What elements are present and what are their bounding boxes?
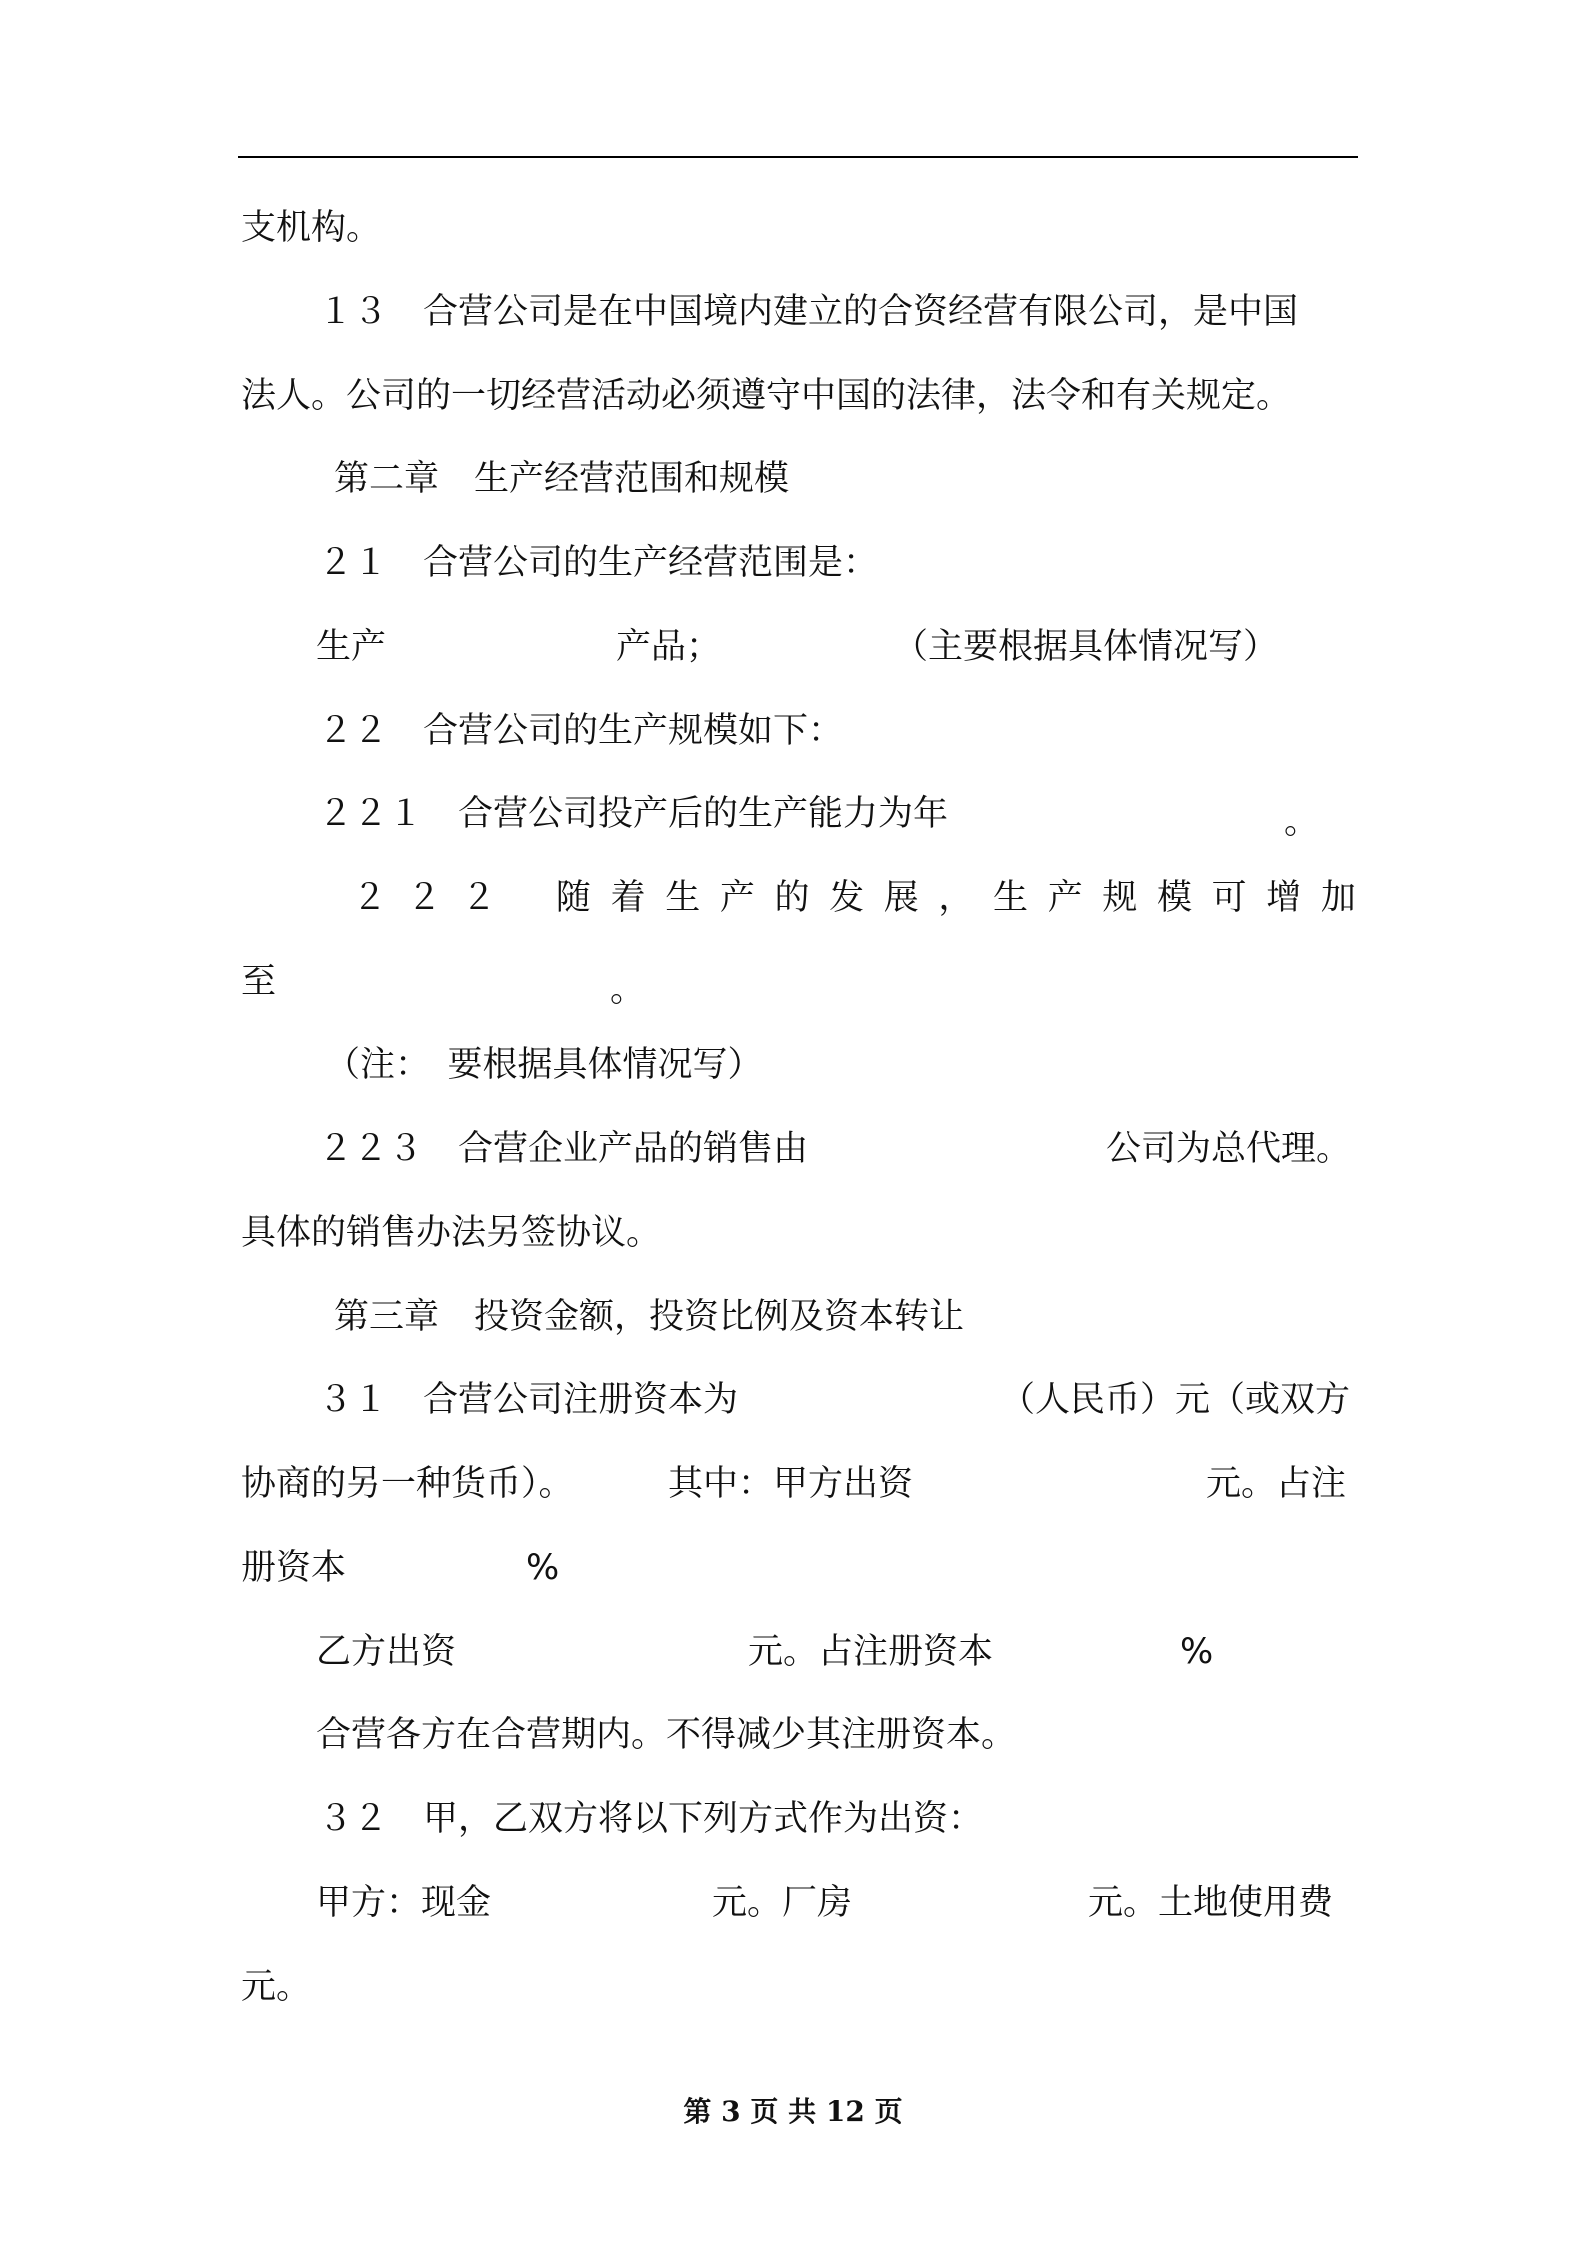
char: ， [938, 878, 974, 918]
char: 着 [610, 878, 646, 918]
char: ２ [461, 878, 497, 918]
text-line: 产品； [616, 627, 722, 667]
char: 生 [665, 878, 701, 918]
text-line: 。 [1284, 802, 1320, 842]
char: 增 [1266, 878, 1302, 918]
text-line: ２１ 合营公司的生产经营范围是： [318, 543, 879, 583]
text-line: 元。占注册资本 [748, 1632, 994, 1672]
char: 模 [1156, 878, 1192, 918]
text-line: 元。土地使用费 [1088, 1883, 1334, 1923]
text-line: 具体的销售办法另签协议。 [241, 1213, 662, 1253]
text-line: 。 [610, 970, 646, 1010]
char: 发 [829, 878, 865, 918]
text-line: （主要根据具体情况写） [893, 627, 1279, 667]
text-line: １３ 合营公司是在中国境内建立的合资经营有限公司，是中国 [318, 292, 1299, 332]
text-line: 至 [241, 962, 277, 1002]
text-line: 册资本 [241, 1548, 347, 1588]
text-line: 甲方：现金 [316, 1883, 492, 1923]
text-line: 元。占注 [1206, 1464, 1347, 1504]
page-number: 第 3 页 共 12 页 [683, 2095, 903, 2128]
char: 产 [719, 878, 755, 918]
text-line-justified [352, 876, 1356, 920]
char: 随 [555, 878, 591, 918]
text-line: （注： 要根据具体情况写） [325, 1045, 763, 1085]
text-line: 元。 [241, 1967, 312, 2007]
text-line: ３１ 合营公司注册资本为 [318, 1380, 739, 1420]
char: 加 [1320, 878, 1356, 918]
char: 规 [1102, 878, 1138, 918]
text-line: 协商的另一种货币）。 [241, 1464, 574, 1504]
text-line: % [1180, 1632, 1214, 1672]
text-line: 元。厂房 [712, 1883, 853, 1923]
text-line: 支机构。 [241, 208, 382, 248]
chapter-heading: 第二章 生产经营范围和规模 [334, 459, 790, 499]
text-line: 合营各方在合营期内。不得减少其注册资本。 [316, 1715, 1017, 1755]
text-line: ２２１ 合营公司投产后的生产能力为年 [318, 794, 949, 834]
text-line: ２２ 合营公司的生产规模如下： [318, 711, 844, 751]
text-line: ２２３ 合营企业产品的销售由 [318, 1129, 809, 1169]
chapter-heading: 第三章 投资金额，投资比例及资本转让 [334, 1297, 965, 1337]
char: 可 [1211, 878, 1247, 918]
text-line: （人民币）元（或双方 [1000, 1380, 1351, 1420]
text-line: 乙方出资 [316, 1632, 457, 1672]
char: ２ [352, 878, 388, 918]
char: 的 [774, 878, 810, 918]
char: 生 [993, 878, 1029, 918]
char: 产 [1047, 878, 1083, 918]
text-line: 其中：甲方出资 [668, 1464, 914, 1504]
text-line: 生产 [316, 627, 387, 667]
text-line: 法人。公司的一切经营活动必须遵守中国的法律，法令和有关规定。 [241, 376, 1292, 416]
char: 展 [883, 878, 919, 918]
header-rule [238, 156, 1358, 158]
text-line: % [526, 1548, 560, 1588]
text-line: ３２ 甲，乙双方将以下列方式作为出资： [318, 1799, 984, 1839]
char: ２ [406, 878, 442, 918]
text-line: 公司为总代理。 [1106, 1129, 1352, 1169]
